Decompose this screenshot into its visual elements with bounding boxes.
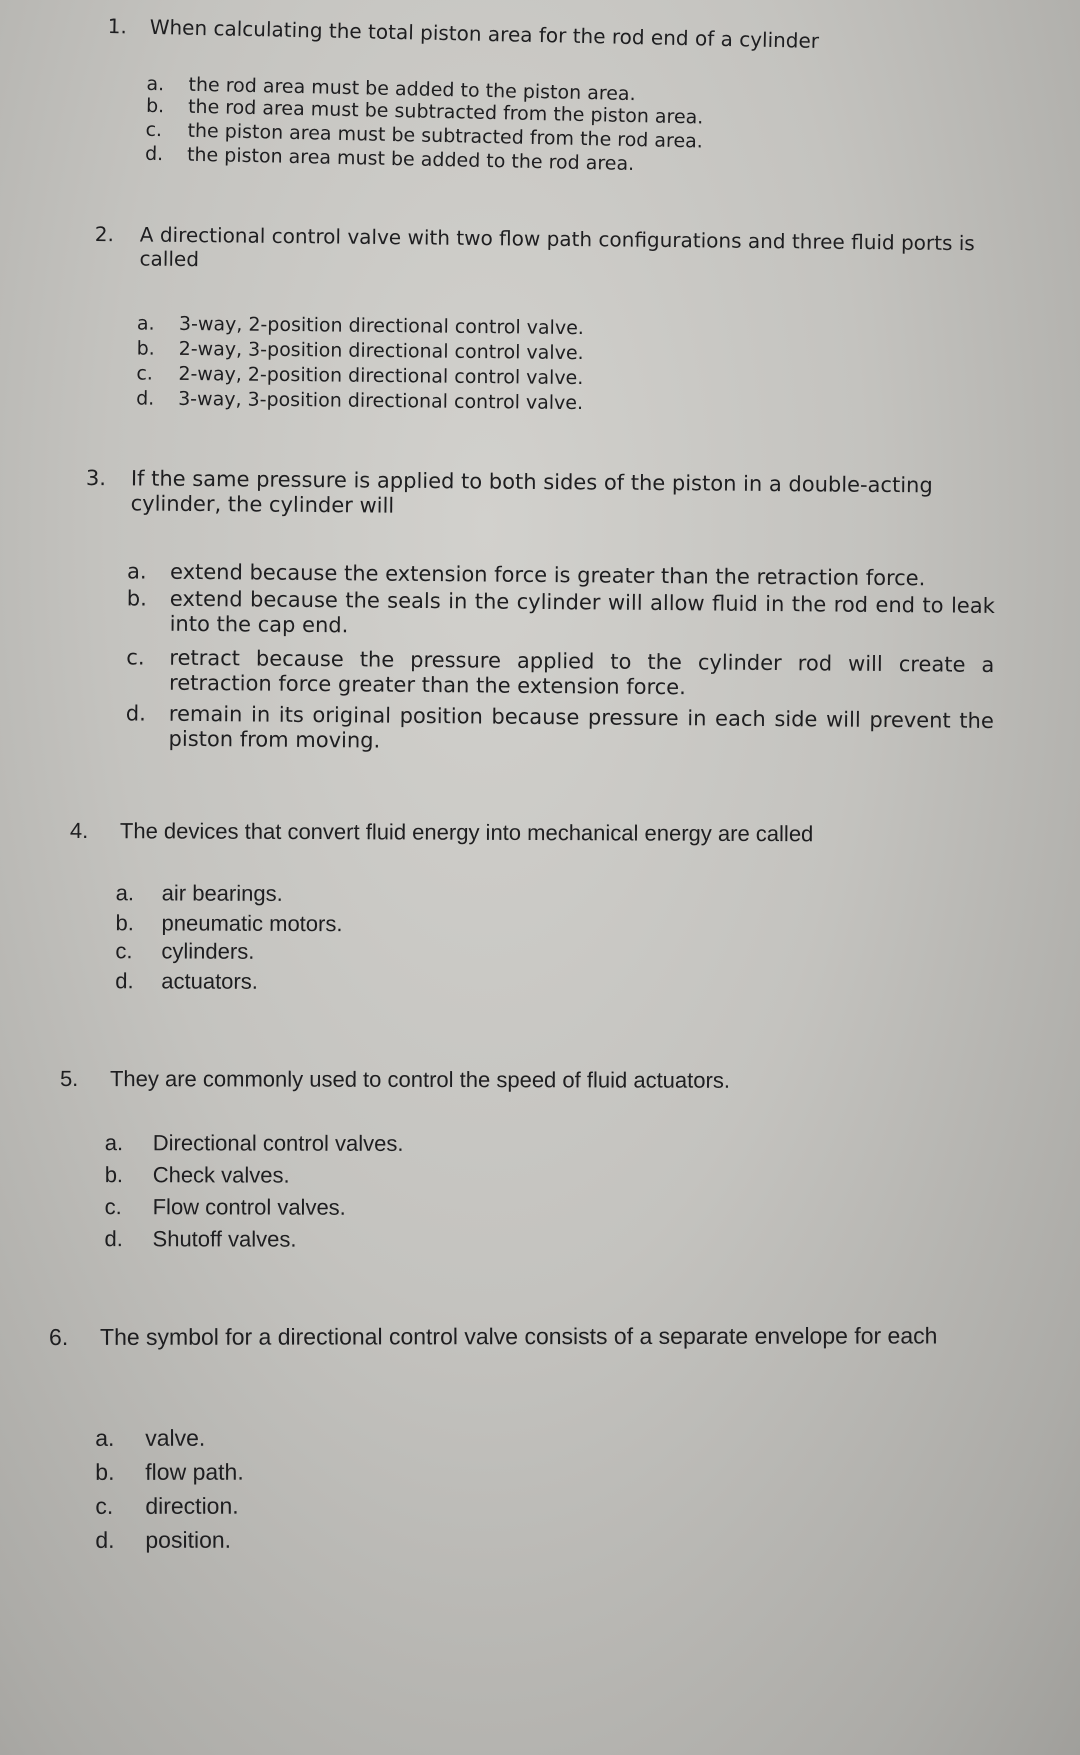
option-text: extend because the extension force is greater than the retraction force. (169, 559, 926, 591)
option-text: 3-way, 2-position directional control valve. (178, 312, 584, 340)
option-text: direction. (145, 1492, 239, 1519)
question-number: 6. (49, 1323, 69, 1350)
option-text: remain in its original position because pressure in each side will prevent the piston from moving. (168, 701, 994, 753)
option-text: Flow control valves. (152, 1194, 346, 1220)
option-text: pneumatic motors. (161, 910, 343, 937)
option-letter: a. (95, 1424, 115, 1451)
option-letter: a. (146, 72, 165, 96)
question-stem: The symbol for a directional control valve consists of a separate envelope for each (99, 1322, 938, 1350)
option-letter: a. (104, 1130, 124, 1156)
question-stem: When calculating the total piston area for the rod end of a cylinder (149, 14, 820, 53)
option-letter: b. (126, 586, 147, 611)
option-text: 2-way, 2-position directional control valve. (178, 362, 584, 390)
option-text: flow path. (145, 1458, 244, 1485)
question-number: 3. (85, 466, 107, 491)
option-text: actuators. (161, 968, 258, 994)
question-number: 5. (59, 1066, 79, 1092)
option-letter: b. (95, 1458, 115, 1485)
option-text: valve. (145, 1424, 206, 1451)
option-letter: d. (136, 387, 155, 410)
option-letter: d. (95, 1526, 115, 1553)
option-letter: d. (104, 1226, 123, 1252)
option-text: 2-way, 3-position directional control valve. (178, 337, 584, 365)
option-letter: c. (126, 645, 145, 670)
question-stem: A directional control valve with two flow path configurations and three fluid ports is called (139, 222, 975, 272)
option-text: Directional control valves. (152, 1130, 404, 1156)
option-letter: a. (126, 559, 147, 584)
option-letter: c. (95, 1492, 114, 1519)
option-text: extend because the seals in the cylinder will allow fluid in the rod end to leak into the cap end. (169, 586, 995, 638)
question-number: 1. (107, 14, 128, 39)
option-text: air bearings. (161, 880, 283, 906)
option-text: cylinders. (161, 938, 255, 964)
option-letter: a. (136, 312, 155, 335)
question-stem: They are commonly used to control the speed of fluid actuators. (109, 1066, 730, 1093)
option-text: the piston area must be added to the rod area. (186, 143, 635, 176)
option-letter: d. (144, 142, 164, 166)
option-letter: d. (125, 701, 146, 726)
option-letter: c. (145, 118, 163, 142)
option-letter: c. (104, 1194, 122, 1220)
option-letter: b. (115, 910, 134, 936)
option-text: the rod area must be subtracted from the piston area. (187, 95, 704, 129)
option-letter: b. (104, 1162, 124, 1188)
option-text: position. (145, 1526, 232, 1553)
option-letter: b. (136, 337, 155, 360)
option-letter: b. (145, 94, 165, 118)
option-text: Shutoff valves. (152, 1226, 297, 1252)
option-letter: c. (115, 938, 133, 964)
option-text: the piston area must be subtracted from the rod area. (187, 119, 704, 153)
question-stem: The devices that convert fluid energy into mechanical energy are called (119, 818, 814, 847)
option-letter: c. (136, 362, 154, 385)
option-text: Check valves. (152, 1162, 290, 1188)
option-text: the rod area must be added to the piston area. (188, 73, 636, 106)
option-text: 3-way, 3-position directional control valve. (178, 387, 584, 415)
question-stem: If the same pressure is applied to both sides of the piston in a double-acting cylinder, the cylinder will (130, 466, 933, 518)
question-number: 2. (94, 222, 115, 247)
option-letter: d. (115, 968, 134, 994)
option-letter: a. (115, 880, 135, 906)
question-number: 4. (69, 818, 89, 844)
option-text: retract because the pressure applied to the cylinder rod will create a retraction force greater than the extension force. (169, 645, 995, 700)
